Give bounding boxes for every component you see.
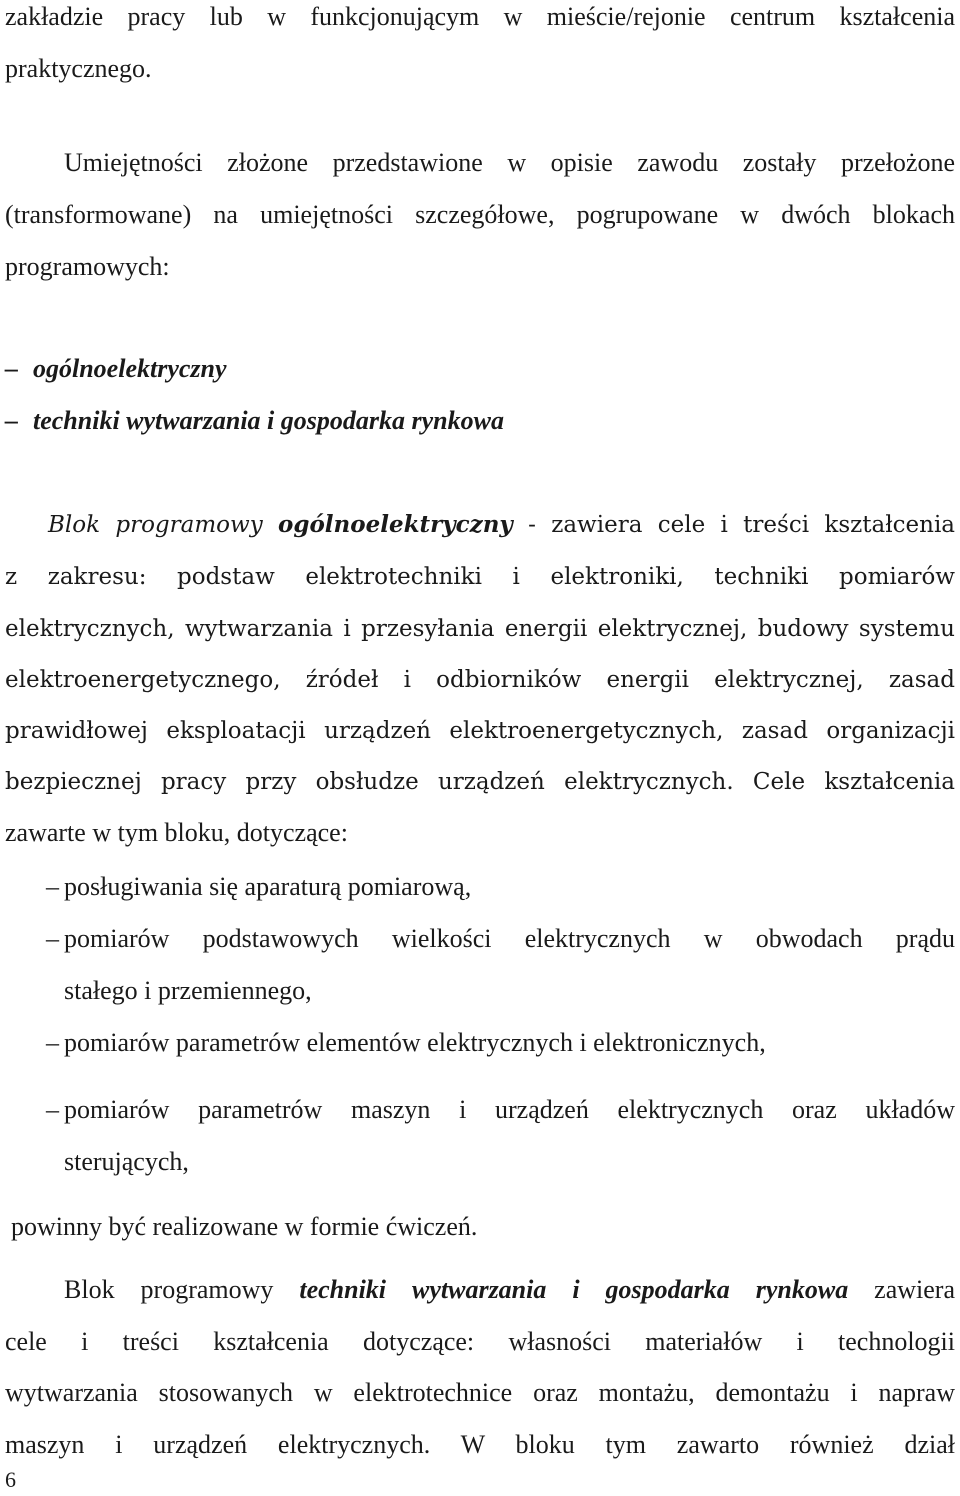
- list-item: [46, 872, 955, 902]
- paragraph-line: programowych:: [5, 252, 170, 281]
- dash-bullet: –: [46, 1095, 59, 1124]
- dash-bullet: –: [5, 406, 18, 435]
- block-name: techniki wytwarzania i gospodarka rynkowa: [33, 406, 504, 435]
- block-name: techniki wytwarzania i gospodarka rynkowa: [299, 1275, 849, 1304]
- paragraph-line: (transformowane) na umiejętności szczegółowe, pogrupowane w dwóch blokach: [5, 200, 955, 229]
- text-span: Blok programowy: [48, 512, 263, 538]
- paragraph-line: elektroenergetycznego, źródeł i odbiorników energii elektrycznej, zasad: [5, 667, 955, 693]
- page-number: 6: [5, 1467, 16, 1492]
- paragraph-line: praktycznego.: [5, 54, 152, 83]
- block-name: ogólnoelektryczny: [278, 511, 513, 538]
- block-list-item: [5, 406, 955, 436]
- paragraph-line: [48, 510, 955, 540]
- list-item-text: pomiarów podstawowych wielkości elektrycznych w obwodach prądu: [64, 924, 955, 953]
- list-item-text: pomiarów parametrów elementów elektrycznych i elektronicznych,: [64, 1028, 766, 1057]
- paragraph-line: z zakresu: podstaw elektrotechniki i elektroniki, techniki pomiarów: [5, 564, 955, 590]
- block-list-item: [5, 354, 955, 384]
- dash-bullet: –: [46, 1028, 59, 1057]
- paragraph-line: [64, 1275, 955, 1305]
- dash-bullet: –: [5, 354, 18, 383]
- paragraph-line: bezpiecznej pracy przy obsłudze urządzeń elektrycznych. Cele kształcenia: [5, 769, 955, 795]
- text-span: Blok programowy: [64, 1275, 274, 1304]
- list-item: [46, 1028, 955, 1058]
- list-item-text: posługiwania się aparaturą pomiarową,: [64, 872, 472, 901]
- paragraph-line: elektrycznych, wytwarzania i przesyłania energii elektrycznej, budowy systemu: [5, 616, 955, 642]
- list-item: [46, 924, 955, 954]
- paragraph-line: prawidłowej eksploatacji urządzeń elektroenergetycznych, zasad organizacji: [5, 718, 955, 744]
- paragraph-line: maszyn i urządzeń elektrycznych. W bloku tym zawarto również dział: [5, 1430, 955, 1459]
- list-item: [46, 1095, 955, 1125]
- paragraph-line: Umiejętności złożone przedstawione w opisie zawodu zostały przełożone: [64, 148, 955, 177]
- text-span: - zawiera cele i treści kształcenia: [528, 512, 956, 538]
- paragraph-line: wytwarzania stosowanych w elektrotechnice oraz montażu, demontażu i napraw: [5, 1378, 955, 1407]
- paragraph-line: zakładzie pracy lub w funkcjonującym w mieście/rejonie centrum kształcenia: [5, 2, 955, 31]
- text-span: zawiera: [874, 1275, 955, 1304]
- list-item-continuation: sterujących,: [64, 1147, 189, 1176]
- paragraph-line: cele i treści kształcenia dotyczące: własności materiałów i technologii: [5, 1327, 955, 1356]
- paragraph-line: powinny być realizowane w formie ćwiczeń.: [11, 1212, 478, 1241]
- dash-bullet: –: [46, 872, 59, 901]
- paragraph-line: zawarte w tym bloku, dotyczące:: [5, 818, 348, 847]
- list-item-continuation: stałego i przemiennego,: [64, 976, 312, 1005]
- dash-bullet: –: [46, 924, 59, 953]
- block-name: ogólnoelektryczny: [33, 354, 227, 383]
- list-item-text: pomiarów parametrów maszyn i urządzeń elektrycznych oraz układów: [64, 1095, 955, 1124]
